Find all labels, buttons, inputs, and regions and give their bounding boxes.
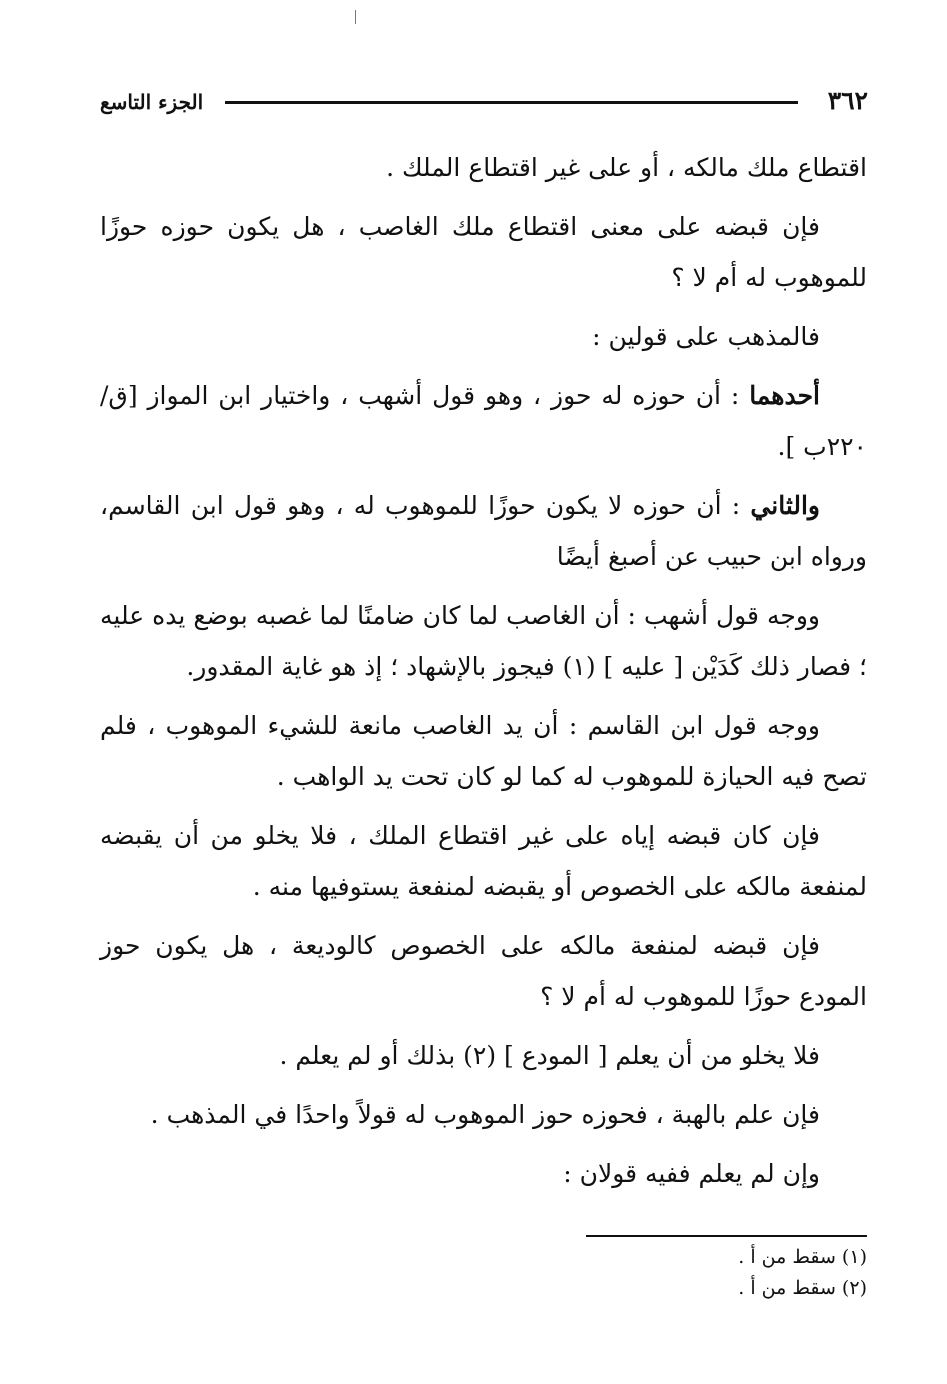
paragraph-text: : أن حوزه له حوز ، وهو قول أشهب ، واختيار ابن المواز [ق/ ٢٢٠ب ]. [100,381,867,461]
paragraph-lead-word: والثاني [750,491,820,520]
paragraph-text: فإن قبضه على معنى اقتطاع ملك الغاصب ، هل يكون حوزه حوزًا للموهوب له أم لا ؟ [100,212,867,292]
paragraph [100,201,867,303]
main-text [100,142,867,1207]
footnote-separator [586,1235,867,1237]
footnote: (٢) سقط من أ . [738,1277,867,1299]
paragraph [100,920,867,1022]
paragraph [100,370,867,472]
paragraph [100,700,867,802]
paragraph [100,1089,867,1140]
paragraph-lead-word: أحدهما [749,381,820,410]
scan-mark [355,10,356,24]
paragraph-text: فإن قبضه لمنفعة مالكه على الخصوص كالوديعة ، هل يكون حوز المودع حوزًا للموهوب له أم لا ؟ [100,931,867,1011]
paragraph-text: فلا يخلو من أن يعلم [ المودع ] (٢) بذلك أو لم يعلم . [279,1041,820,1070]
paragraph-text: ووجه قول ابن القاسم : أن يد الغاصب مانعة للشيء الموهوب ، فلم تصح فيه الحيازة للموهوب له كما لو كان تحت يد الواهب . [100,711,867,791]
running-title: الجزء التاسع [100,90,204,114]
paragraph [100,1030,867,1081]
footnotes [467,1242,867,1304]
header-rule [225,101,798,104]
page-number: ٣٦٢ [827,86,868,115]
paragraph [100,142,867,193]
paragraph-text: اقتطاع ملك مالكه ، أو على غير اقتطاع الملك . [386,153,867,182]
paragraph-text: فإن كان قبضه إياه على غير اقتطاع الملك ، فلا يخلو من أن يقبضه لمنفعة مالكه على الخصوص أو يقبضه لمنفعة يستوفيها منه . [100,821,867,901]
paragraph-text: وإن لم يعلم ففيه قولان : [563,1159,820,1188]
paragraph [100,480,867,582]
paragraph [100,1148,867,1199]
paragraph [100,311,867,362]
paragraph-text: : أن حوزه لا يكون حوزًا للموهوب له ، وهو قول ابن القاسم، ورواه ابن حبيب عن أصبغ أيضًا [100,491,867,571]
paragraph [100,590,867,692]
paragraph [100,810,867,912]
paragraph-text: فالمذهب على قولين : [592,322,820,351]
page-header [100,84,868,124]
paragraph-text: فإن علم بالهبة ، فحوزه حوز الموهوب له قولاً واحدًا في المذهب . [150,1100,820,1129]
footnote: (١) سقط من أ . [738,1246,867,1268]
paragraph-text: ووجه قول أشهب : أن الغاصب لما كان ضامنًا لما غصبه بوضع يده عليه ؛ فصار ذلك كَدَيْن [ عليه ] (١) فيجوز بالإشهاد ؛ إذ هو غاية المقدور. [100,601,867,681]
